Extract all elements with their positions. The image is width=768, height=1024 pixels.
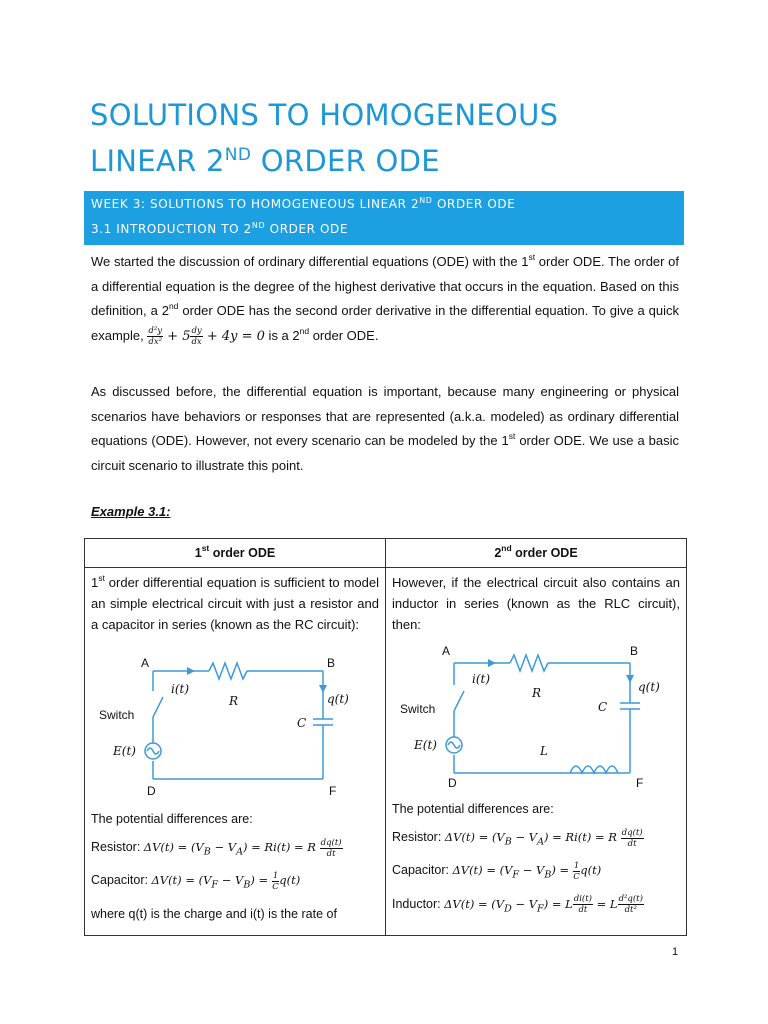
title-line-2: LINEAR 2ND ORDER ODE [90,144,440,178]
motivation-paragraph: As discussed before, the differential equation is important, because many engineering or physical scenarios have behaviors or responses that are represented (a.k.a. modeled) as ordinary differential equations (ODE). However, not every scenario can be modeled by the 1st order ODE. We use a basic circuit scenario to illustrate this point. [91,384,679,473]
rlc-node-a-label: A [442,644,451,658]
page-number: 1 [672,946,679,958]
rlc-node-f-label: F [636,776,644,789]
week-heading: WEEK 3: SOLUTIONS TO HOMOGENEOUS LINEAR 2ND ORDER ODE [91,196,516,211]
source-label: E(t) [113,744,136,758]
rlc-charge-label: q(t) [638,680,660,694]
node-f-label: F [329,784,337,798]
rlc-current-label: i(t) [472,672,491,686]
node-d-label: D [147,784,156,798]
resistor-equation-rc: Resistor: $\Delta V(t) = (V_B - V_A) = Ri(t) = R$ $\frac{dq(t)}{dt}$ [91,837,342,859]
rlc-intro-text: However, if the electrical circuit also contains an inductor in series (known as the RLC circuit), then: [392,575,680,632]
page-title [90,92,690,184]
rlc-capacitor-label: C [598,700,608,714]
col2-cell [386,568,687,936]
capacitor-label: C [297,716,307,730]
rlc-node-d-label: D [448,776,457,789]
example-label: Example 3.1: [91,504,171,519]
rc-tail-text: where q(t) is the charge and i(t) is the rate of [91,906,337,921]
section-heading: 3.1 INTRODUCTION TO 2ND ORDER ODE [91,221,349,236]
example-equation: $\frac{\text{d²y}}{\text{dx²}}$ + 5 $\frac{dy}{dx}$ + 4y = 0 [148,325,265,347]
rlc-circuit-diagram [392,639,662,789]
col1-cell [85,568,386,936]
inductor-equation-rlc: Inductor: $\Delta V(t) = (V_D - V_F) = L$ $\frac{di(t)}{dt}$ = L $\frac{\text{d²q(t)}}{\text{dt²}}$ [392,894,643,916]
resistor-equation-rlc: Resistor: $\Delta V(t) = (V_B - V_A) = Ri(t) = R$ $\frac{dq(t)}{dt}$ [392,827,643,849]
section-header-bar [84,191,684,245]
current-label: i(t) [171,682,190,696]
example-table [84,538,687,936]
rlc-resistor-label: R [532,686,542,700]
resistor-label: R [229,694,239,708]
intro-paragraph: We started the discussion of ordinary differential equations (ODE) with the 1st order ODE. The order of a differential equation is the degree of the highest derivative that occurs in the equation. Based on this definition, a 2nd order ODE has the second order derivative in the differential equation. To give a quick example, $\frac{\text{d²y}}{\text{dx²}}$ + 5 $\frac{dy}{dx}$ + 4y = 0 is a 2nd order ODE. [91,252,680,347]
rlc-source-label: E(t) [414,738,437,752]
capacitor-equation-rc: Capacitor: $\Delta V(t) = (V_F - V_B)$ = $\frac{1}{C}$ q(t) [91,870,301,892]
rlc-node-b-label: B [630,644,639,658]
switch-label: Switch [99,708,135,722]
title-line-1: SOLUTIONS TO HOMOGENEOUS [90,98,559,132]
node-b-label: B [327,656,336,670]
inductor-label: L [540,744,548,758]
col2-header: 2nd order ODE [386,539,687,568]
rlc-switch-label: Switch [400,702,436,716]
pd-heading-rc: The potential differences are: [91,812,253,826]
capacitor-equation-rlc: Capacitor: $\Delta V(t) = (V_F - V_B)$ = $\frac{1}{C}$ q(t) [392,860,602,882]
rc-intro-text: 1st order differential equation is sufficient to model an simple electrical circuit with just a resistor and a capacitor in series (known as the RC circuit): [91,573,379,632]
col1-header: 1st order ODE [85,539,386,568]
pd-heading-rlc: The potential differences are: [392,802,554,816]
charge-label: q(t) [327,692,349,706]
rc-circuit-diagram [91,639,361,799]
node-a-label: A [141,656,150,670]
